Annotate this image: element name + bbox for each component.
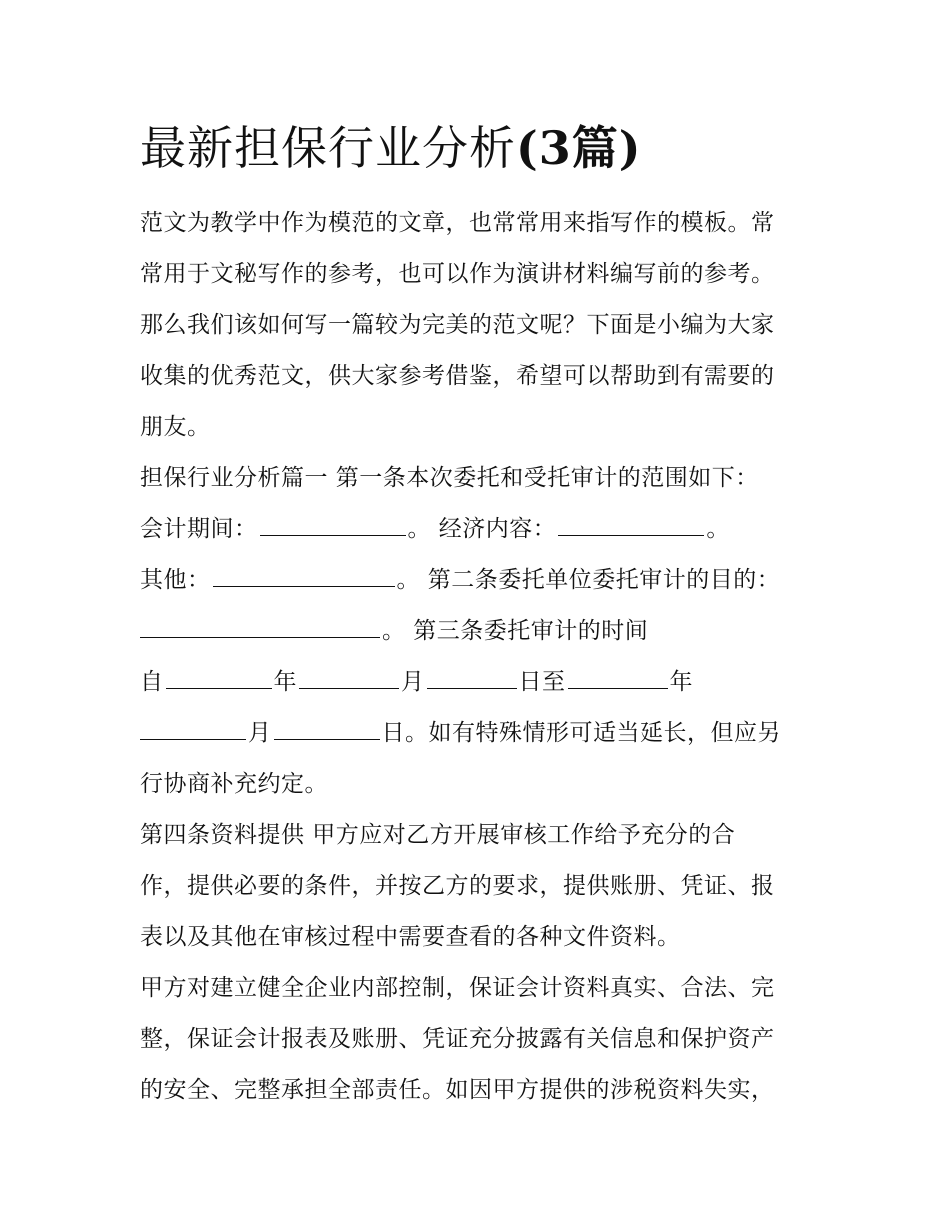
body-line-1: 担保行业分析篇一 第一条本次委托和受托审计的范围如下： <box>140 465 759 491</box>
other-blank <box>213 564 395 587</box>
body-line-6 <box>140 716 781 750</box>
page-title <box>140 118 642 178</box>
body-line-12: 整，保证会计报表及账册、凭证充分披露有关信息和保护资产 <box>140 1026 775 1052</box>
intro-line-5: 朋友。 <box>140 414 211 440</box>
title-suffix: (3篇) <box>516 121 642 175</box>
body-line-11: 甲方对建立健全企业内部控制，保证会计资料真实、合法、完 <box>140 975 775 1001</box>
start-year-blank <box>166 666 272 689</box>
body-line-13: 的安全、完整承担全部责任。如因甲方提供的涉税资料失实， <box>140 1077 775 1103</box>
economic-content-blank <box>558 513 704 536</box>
end-month-blank <box>140 717 246 740</box>
body-line-9: 作，提供必要的条件，并按乙方的要求，提供账册、凭证、报 <box>140 873 775 899</box>
month-label-1: 月 <box>401 669 425 695</box>
intro-line-3: 那么我们该如何写一篇较为完美的范文呢？下面是小编为大家 <box>140 312 775 338</box>
accounting-period-blank <box>260 513 406 536</box>
audit-purpose-label: 。 第二条委托单位委托审计的目的： <box>396 567 781 593</box>
title-main: 最新担保行业分析 <box>140 121 516 175</box>
start-day-blank <box>427 666 517 689</box>
extension-text: 日。如有特殊情形可适当延长，但应另 <box>381 720 781 746</box>
period-mark: 。 <box>706 516 730 542</box>
body-line-5 <box>140 665 693 699</box>
body-line-7: 行协商补充约定。 <box>140 771 328 797</box>
audit-purpose-blank <box>140 615 380 638</box>
body-line-8: 第四条资料提供 甲方应对乙方开展审核工作给予充分的合 <box>140 822 736 848</box>
from-label: 自 <box>140 669 164 695</box>
intro-line-1: 范文为教学中作为模范的文章，也常常用来指写作的模板。常 <box>140 210 775 236</box>
body-line-4 <box>140 614 648 648</box>
other-label: 其他： <box>140 567 211 593</box>
day-to-label: 日至 <box>518 669 566 695</box>
month-label-2: 月 <box>248 720 272 746</box>
economic-content-label: 。 经济内容： <box>407 516 557 542</box>
year-label-1: 年 <box>273 669 297 695</box>
body-line-2 <box>140 512 730 546</box>
start-month-blank <box>299 666 399 689</box>
body-line-10: 表以及其他在审核过程中需要查看的各种文件资料。 <box>140 924 681 950</box>
accounting-period-label: 会计期间： <box>140 516 258 542</box>
body-line-3 <box>140 563 780 597</box>
audit-time-label: 。 第三条委托审计的时间 <box>382 618 649 644</box>
year-label-2: 年 <box>669 669 693 695</box>
intro-line-4: 收集的优秀范文，供大家参考借鉴，希望可以帮助到有需要的 <box>140 363 775 389</box>
end-day-blank <box>274 717 380 740</box>
end-year-blank <box>568 666 668 689</box>
intro-line-2: 常用于文秘写作的参考，也可以作为演讲材料编写前的参考。 <box>140 261 775 287</box>
